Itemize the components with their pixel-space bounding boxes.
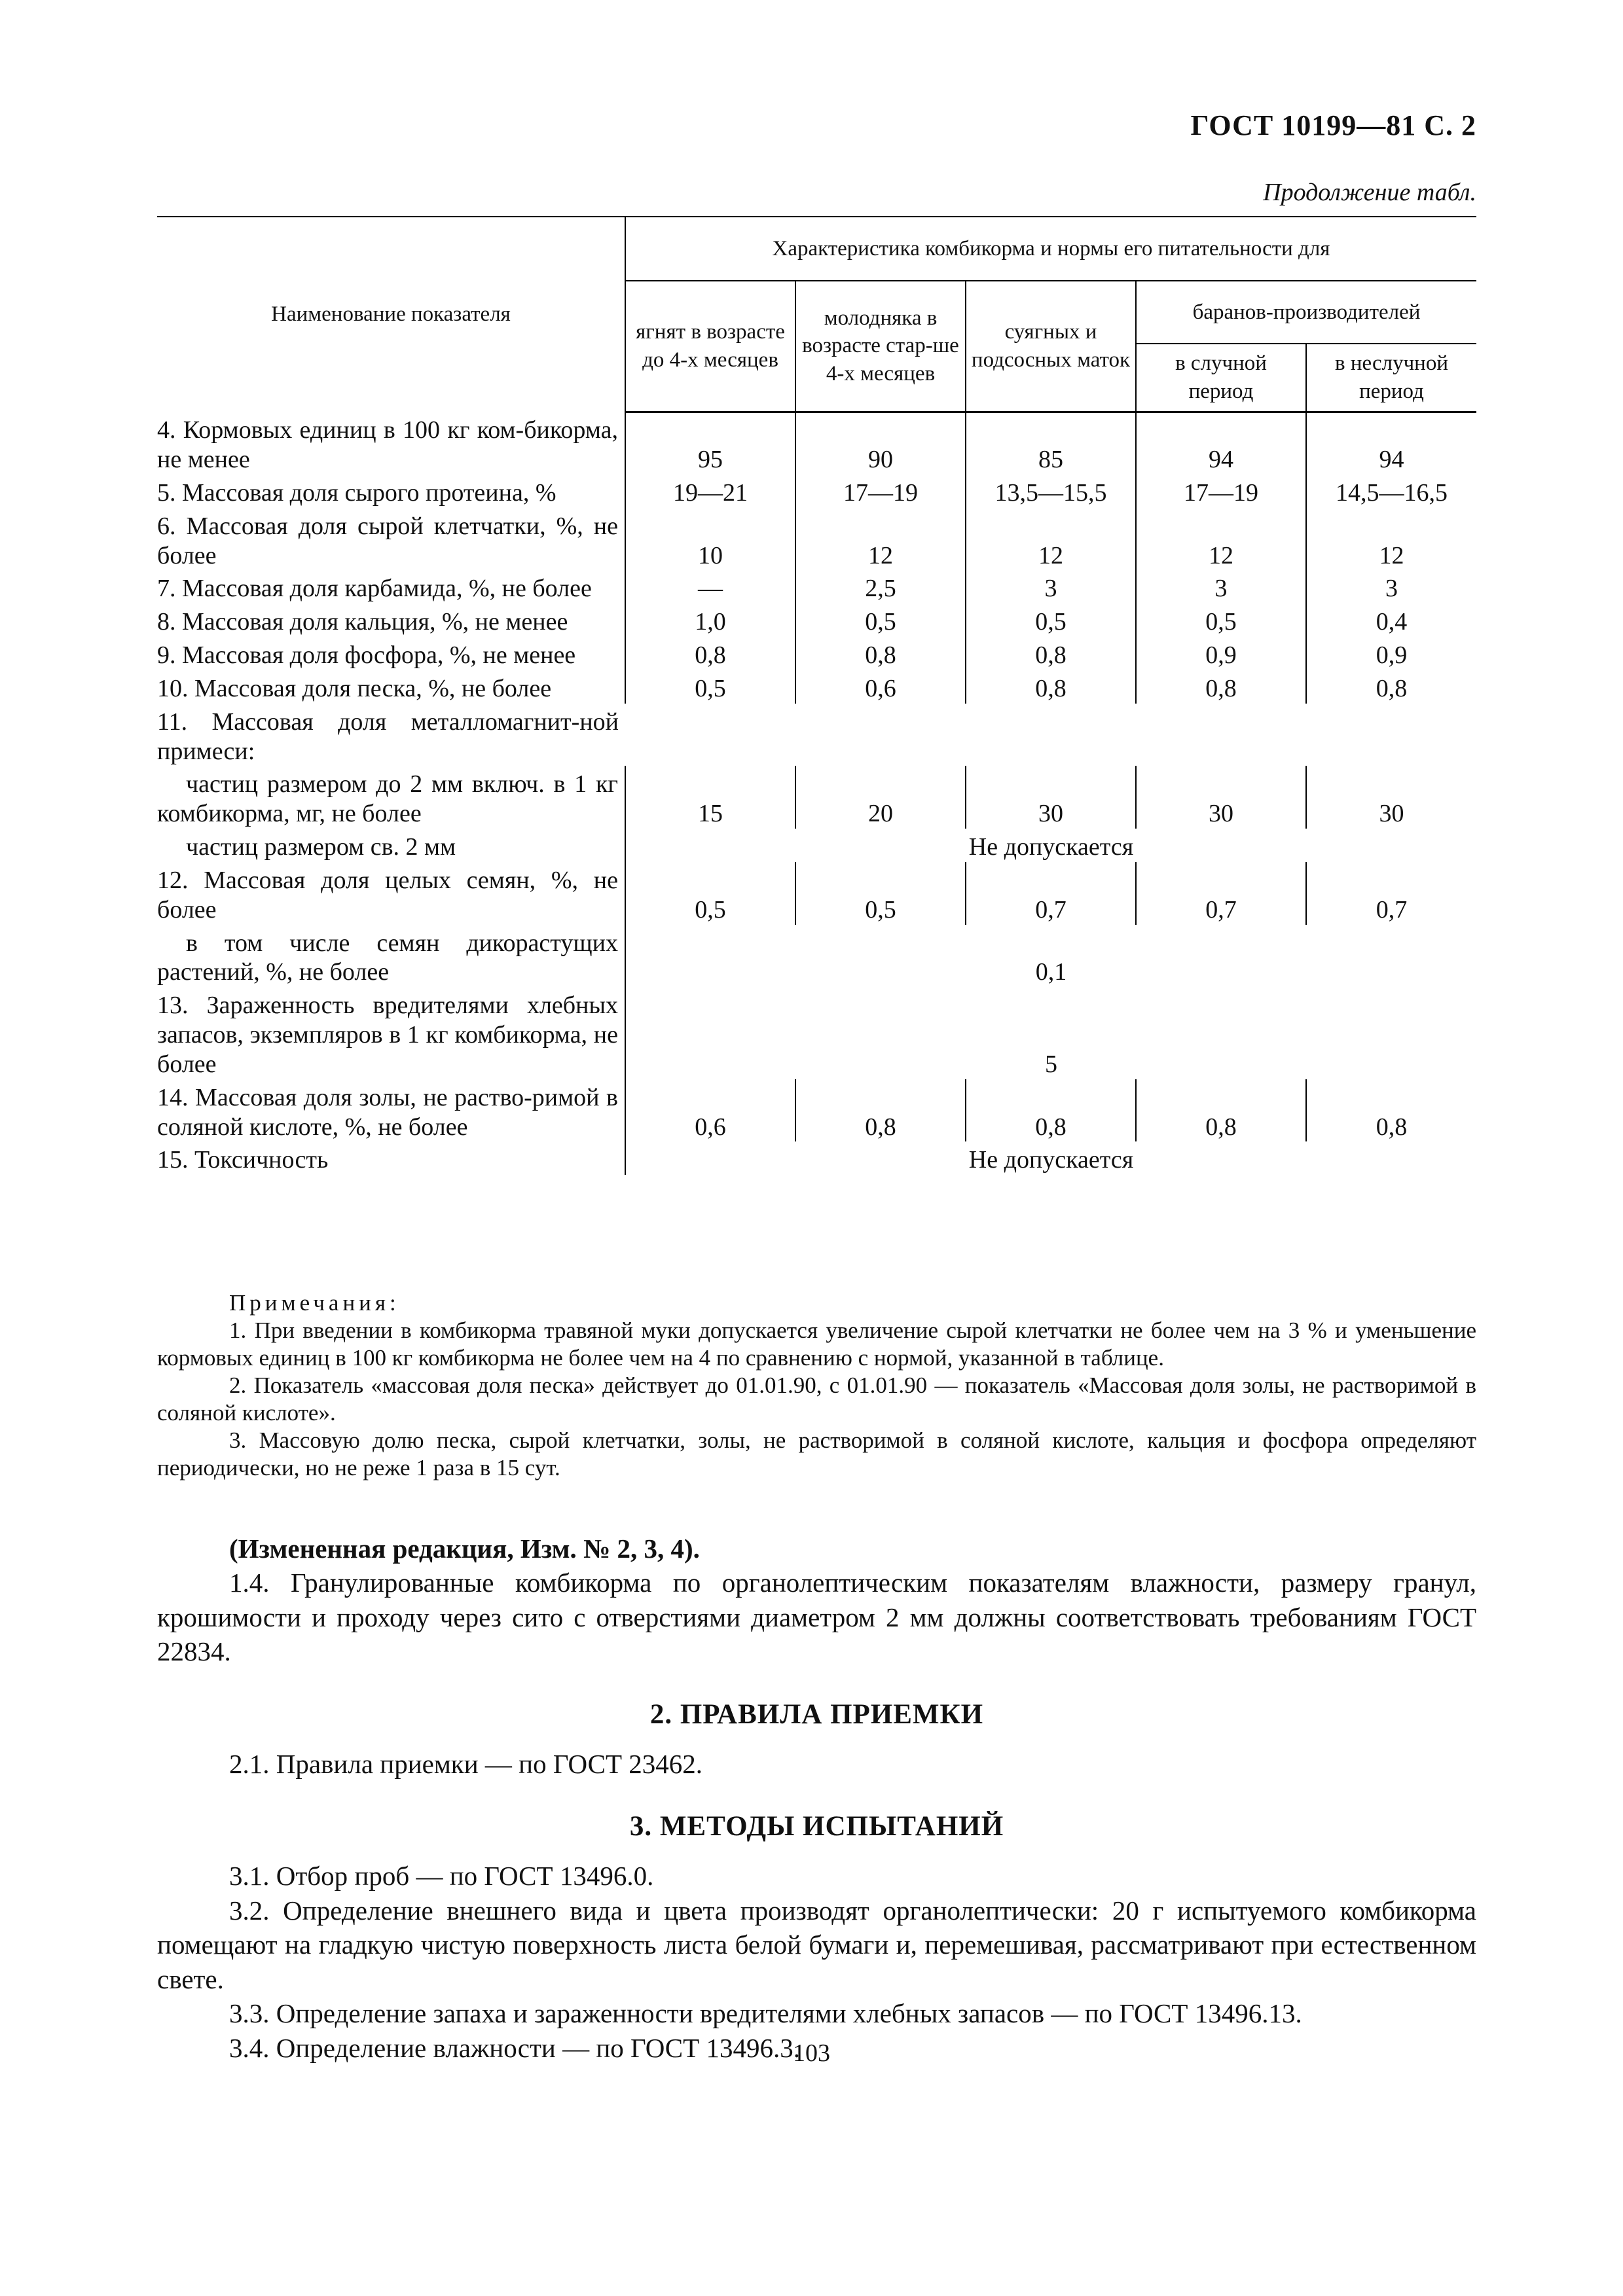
cell: 0,9: [1306, 637, 1476, 670]
table-row: [157, 412, 1476, 475]
notes-title: Примечания:: [229, 1290, 400, 1316]
table-continuation-label: Продолжение табл.: [1263, 179, 1476, 206]
cell: 15: [625, 766, 795, 829]
cell: 0,9: [1136, 637, 1306, 670]
cell: 94: [1306, 412, 1476, 475]
row-label: 4. Кормовых единиц в 100 кг ком-бикорма, не менее: [157, 416, 618, 474]
cell: [625, 704, 795, 766]
merged-cell: 0,1: [625, 925, 1476, 988]
cell: 90: [795, 412, 966, 475]
header-rams: баранов-производителей: [1136, 281, 1476, 344]
paragraph-2-1: 2.1. Правила приемки — по ГОСТ 23462.: [229, 1748, 703, 1779]
table-row: [157, 704, 1476, 766]
amendment-note: (Измененная редакция, Изм. № 2, 3, 4).: [229, 1534, 700, 1564]
table-row: [157, 475, 1476, 508]
cell: 0,4: [1306, 603, 1476, 637]
cell: 19—21: [625, 475, 795, 508]
cell: 12: [795, 508, 966, 571]
table-row: [157, 508, 1476, 571]
page-number: 103: [793, 2039, 830, 2067]
header-rams-nonmating: в неслучной период: [1306, 344, 1476, 412]
cell: 0,6: [625, 1079, 795, 1142]
cell: 0,8: [1306, 1079, 1476, 1142]
cell: [1306, 704, 1476, 766]
merged-cell: Не допускается: [625, 1141, 1476, 1175]
row-label: частиц размером до 2 мм включ. в 1 кг комбикорма, мг, не более: [157, 770, 618, 828]
row-label: частиц размером св. 2 мм: [186, 833, 456, 861]
section-2-title: 2. ПРАВИЛА ПРИЕМКИ: [649, 1698, 984, 1730]
table-row: [157, 1079, 1476, 1142]
table-row: [157, 603, 1476, 637]
cell: 2,5: [795, 570, 966, 603]
cell: 0,8: [795, 1079, 966, 1142]
cell: 12: [1136, 508, 1306, 571]
cell: 0,8: [1136, 1079, 1306, 1142]
header-young: молодняка в возрасте стар-ше 4-х месяцев: [795, 281, 966, 412]
cell: 17—19: [795, 475, 966, 508]
cell: 13,5—15,5: [966, 475, 1136, 508]
cell: 12: [1306, 508, 1476, 571]
cell: 0,8: [1136, 670, 1306, 704]
cell: 10: [625, 508, 795, 571]
cell: 3: [1136, 570, 1306, 603]
cell: 12: [966, 508, 1136, 571]
cell: 0,6: [795, 670, 966, 704]
row-label: 8. Массовая доля кальция, %, не менее: [157, 608, 568, 636]
cell: 30: [1136, 766, 1306, 829]
cell: 0,5: [795, 603, 966, 637]
cell: 95: [625, 412, 795, 475]
cell: 0,5: [625, 862, 795, 925]
table-row: [157, 987, 1476, 1079]
cell: 17—19: [1136, 475, 1306, 508]
paragraph-1-4: 1.4. Гранулированные комбикорма по органолептическим показателям влажности, размеру гранул, крошимости и проходу через сито с отверстиями диаметром 2 мм должны соответствовать требованиям ГОСТ 22834.: [157, 1568, 1476, 1667]
cell: 0,5: [795, 862, 966, 925]
cell: 0,5: [625, 670, 795, 704]
section-3-title: 3. МЕТОДЫ ИСПЫТАНИЙ: [629, 1811, 1004, 1842]
table-row: [157, 670, 1476, 704]
paragraph-3-1: 3.1. Отбор проб — по ГОСТ 13496.0.: [229, 1861, 654, 1892]
table-notes: [157, 1289, 1476, 1482]
cell: 30: [966, 766, 1136, 829]
cell: 3: [966, 570, 1136, 603]
cell: 0,8: [966, 637, 1136, 670]
header-indicator-name: Наименование показателя: [157, 217, 625, 412]
row-label: 15. Токсичность: [157, 1146, 329, 1174]
table-row: [157, 570, 1476, 603]
table-row: [157, 829, 1476, 862]
note-item: 1. При введении в комбикорма травяной муки допускается увеличение сырой клетчатки не более чем на 3 % и уменьшение кормовых единиц в 100 кг комбикорма не более чем на 4 по сравнению с нормой, указанной в таблице.: [157, 1318, 1476, 1371]
nutrition-norms-table: [157, 216, 1476, 1175]
paragraph-3-4: 3.4. Определение влажности — по ГОСТ 13496.3.: [229, 2032, 800, 2063]
cell: 0,8: [1306, 670, 1476, 704]
row-label: 5. Массовая доля сырого протеина, %: [157, 478, 556, 507]
cell: 0,7: [966, 862, 1136, 925]
table-row: [157, 1141, 1476, 1175]
header-ewes: суягных и подсосных маток: [966, 281, 1136, 412]
cell: 0,7: [1136, 862, 1306, 925]
table-row: [157, 766, 1476, 829]
cell: 0,8: [966, 670, 1136, 704]
header-rams-mating: в случной период: [1136, 344, 1306, 412]
header-group: Характеристика комбикорма и нормы его питательности для: [625, 217, 1476, 281]
cell: —: [625, 570, 795, 603]
row-label: 14. Массовая доля золы, не раство-римой в соляной кислоте, %, не более: [157, 1083, 618, 1141]
paragraph-3-2: 3.2. Определение внешнего вида и цвета производят органолептически: 20 г испытуемого комбикорма помещают на гладкую чистую поверхность листа белой бумаги и, перемешивая, рассматривают при естественном свете.: [157, 1895, 1476, 1994]
cell: 0,8: [625, 637, 795, 670]
cell: 0,8: [795, 637, 966, 670]
cell: 14,5—16,5: [1306, 475, 1476, 508]
table-row: [157, 637, 1476, 670]
document-id-header: ГОСТ 10199—81 С. 2: [1190, 109, 1476, 141]
document-body: [157, 1532, 1476, 2065]
cell: 3: [1306, 570, 1476, 603]
cell: [1136, 704, 1306, 766]
cell: 85: [966, 412, 1136, 475]
merged-cell: Не допускается: [625, 829, 1476, 862]
merged-cell: 5: [625, 987, 1476, 1079]
row-label: 12. Массовая доля целых семян, %, не более: [157, 866, 618, 924]
cell: 30: [1306, 766, 1476, 829]
cell: 20: [795, 766, 966, 829]
note-item: 3. Массовую долю песка, сырой клетчатки, золы, не растворимой в соляной кислоте, кальция и фосфора определяют периодически, но не реже 1 раза в 15 сут.: [157, 1427, 1476, 1480]
table-row: [157, 925, 1476, 988]
cell: [795, 704, 966, 766]
cell: 0,5: [1136, 603, 1306, 637]
row-label: 6. Массовая доля сырой клетчатки, %, не более: [157, 512, 618, 569]
row-label: 10. Массовая доля песка, %, не более: [157, 674, 552, 702]
cell: 1,0: [625, 603, 795, 637]
note-item: 2. Показатель «массовая доля песка» действует до 01.01.90, с 01.01.90 — показатель «Массовая доля золы, не растворимой в соляной кислоте».: [157, 1372, 1476, 1426]
row-label: 13. Зараженность вредителями хлебных запасов, экземпляров в 1 кг комбикорма, не более: [157, 992, 618, 1078]
paragraph-3-3: 3.3. Определение запаха и зараженности вредителями хлебных запасов — по ГОСТ 13496.13.: [229, 1998, 1302, 2029]
cell: [966, 704, 1136, 766]
row-label: 7. Массовая доля карбамида, %, не более: [157, 575, 592, 603]
cell: 0,8: [966, 1079, 1136, 1142]
row-label: 9. Массовая доля фосфора, %, не менее: [157, 641, 576, 670]
table-row: [157, 862, 1476, 925]
row-label: 11. Массовая доля металломагнит-ной примеси:: [157, 708, 619, 765]
cell: 0,5: [966, 603, 1136, 637]
cell: 94: [1136, 412, 1306, 475]
header-lambs: ягнят в возрасте до 4-х месяцев: [625, 281, 795, 412]
row-label: в том числе семян дикорастущих растений, %, не более: [157, 929, 618, 986]
cell: 0,7: [1306, 862, 1476, 925]
